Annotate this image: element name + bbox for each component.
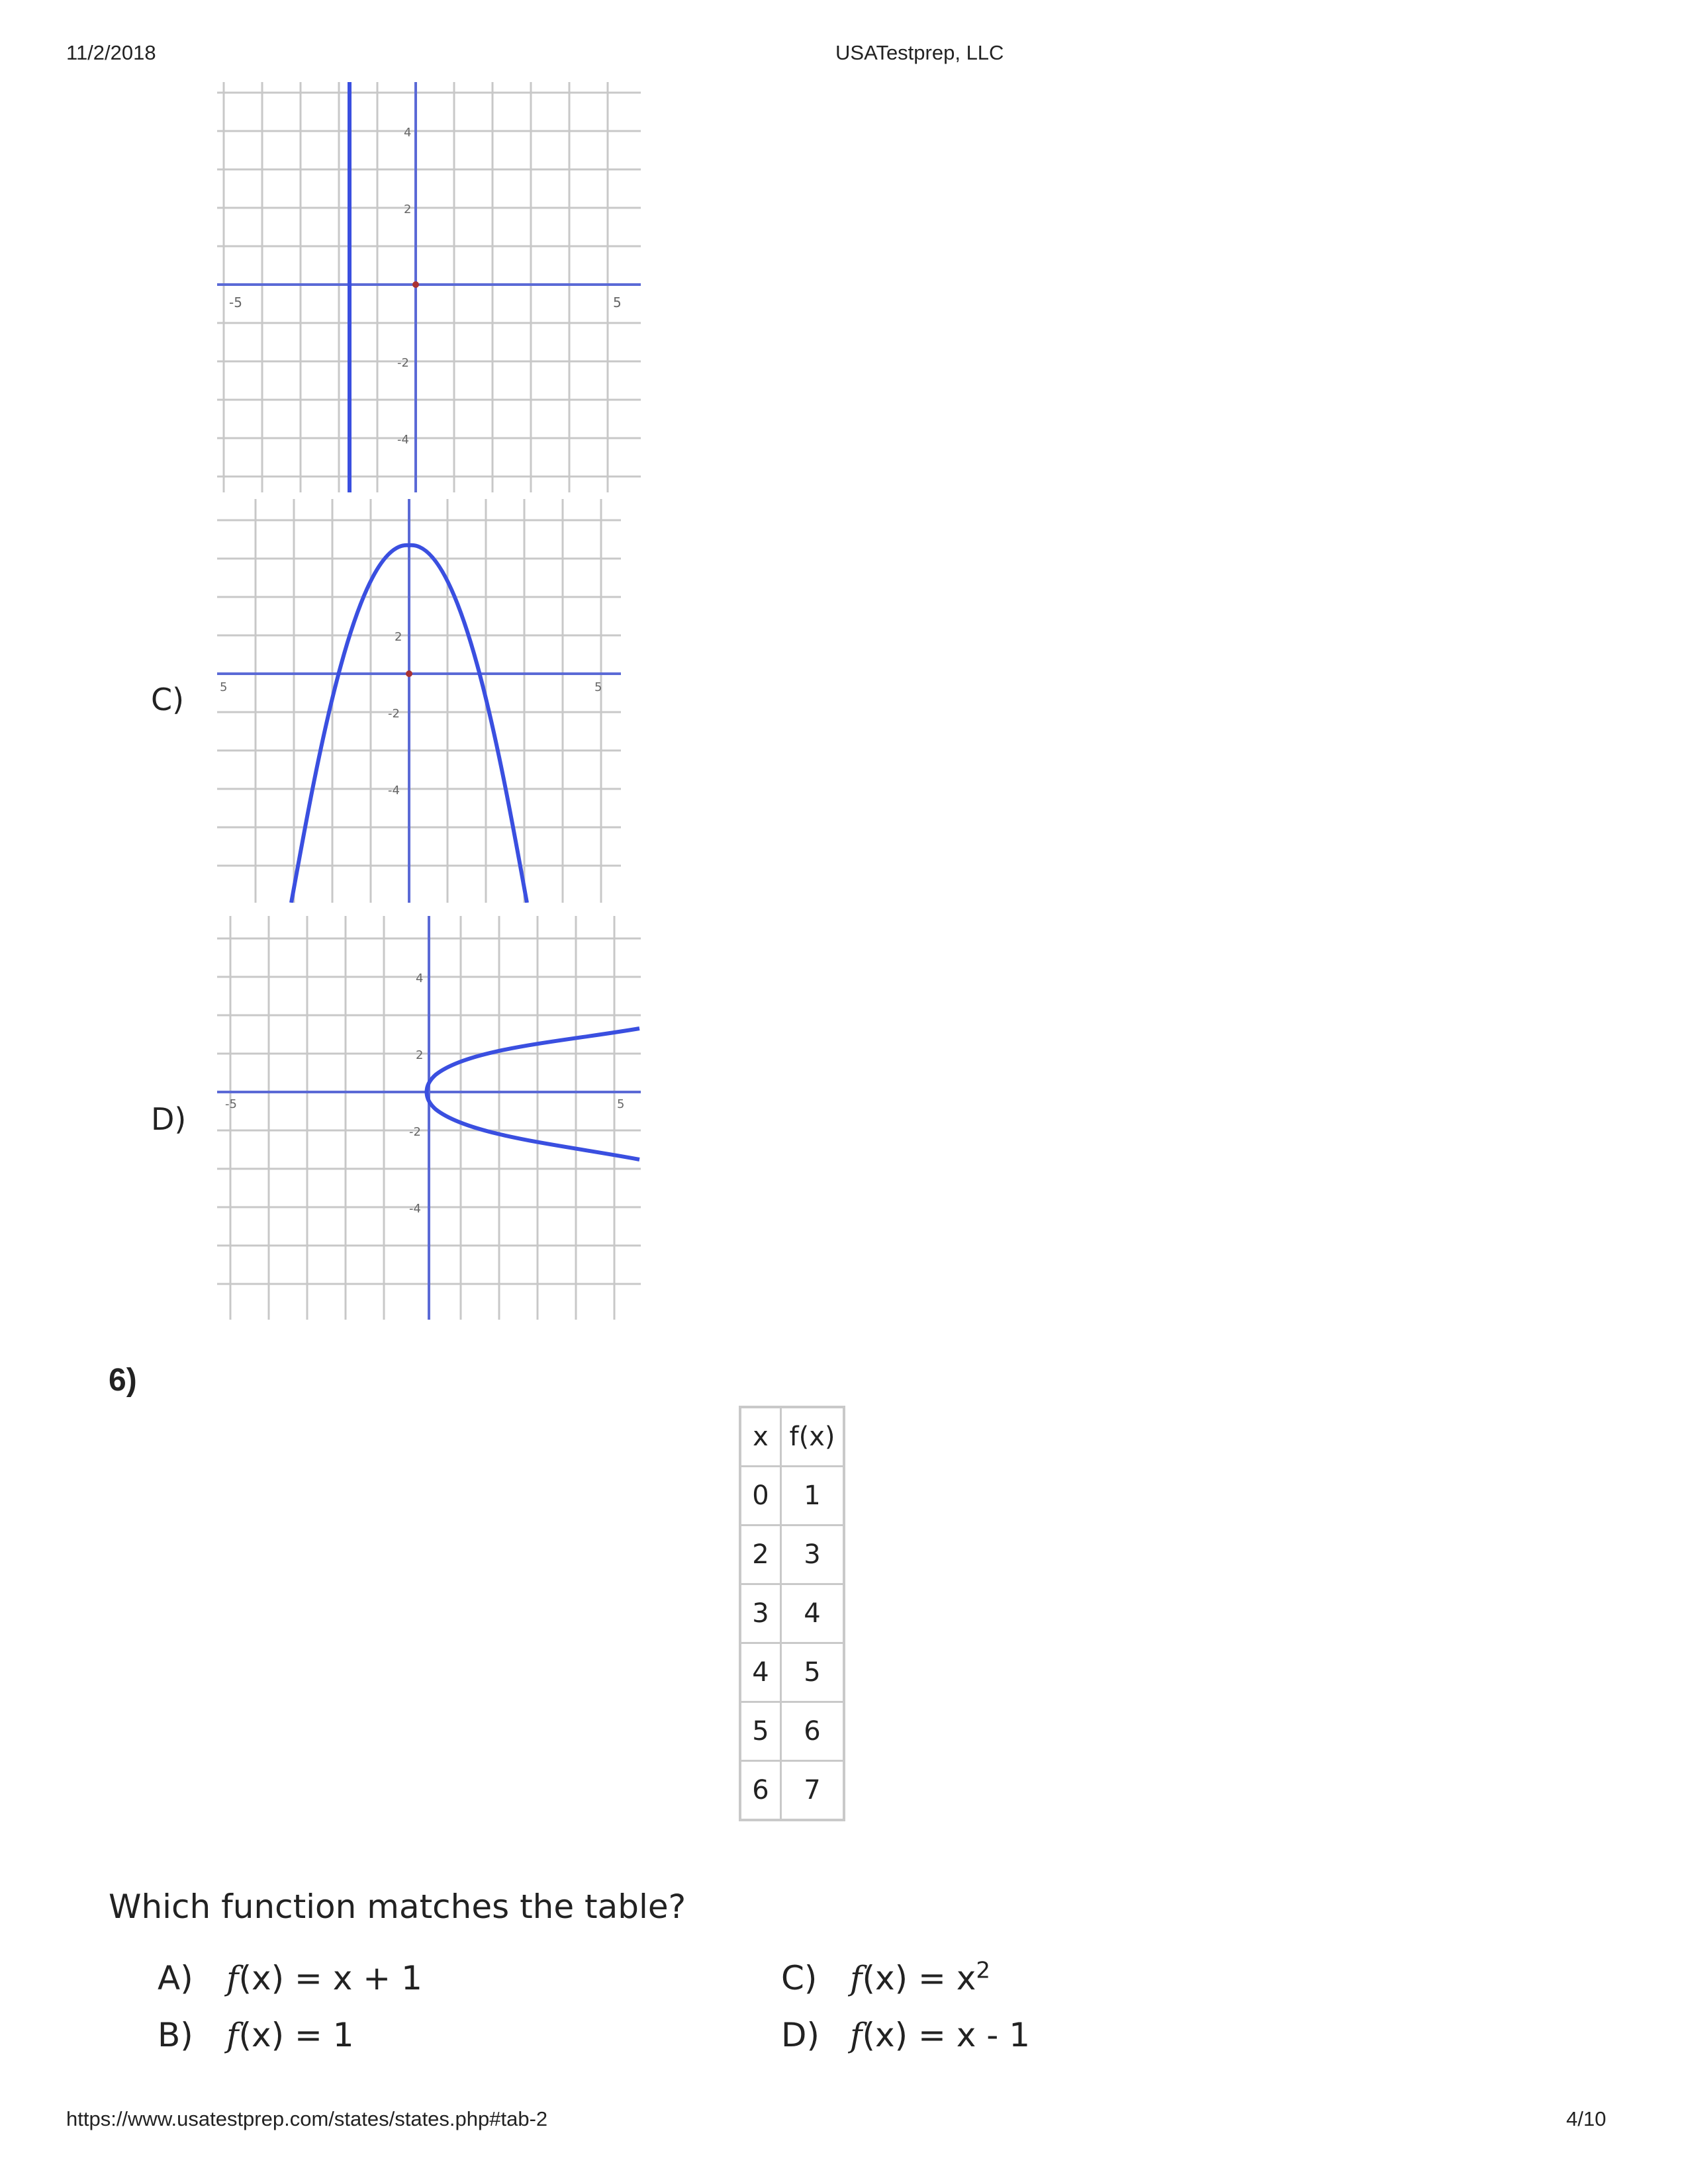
cell-x: 6 [740, 1761, 781, 1821]
choice-letter: B) [158, 2016, 193, 2054]
choice-exponent: 2 [976, 1957, 991, 1984]
cell-x: 3 [740, 1584, 781, 1643]
choice-expression: (x) = x + 1 [238, 1959, 422, 1997]
graph-d-sideways-parabola [217, 916, 641, 1320]
table-row [740, 1702, 844, 1761]
x-max-tick: 5 [613, 295, 622, 310]
graph-c-svg [217, 499, 621, 903]
question-prompt: Which function matches the table? [109, 1888, 686, 1926]
y-tick-4: 4 [416, 972, 424, 985]
y-tick-2: 2 [404, 203, 412, 216]
x-max-tick: 5 [594, 680, 602, 694]
choice-expression: (x) = x [862, 1959, 976, 1997]
choice-letter: C) [781, 1959, 818, 1997]
choice-letter: A) [158, 1959, 193, 1997]
cell-fx: 5 [781, 1643, 845, 1702]
answer-choice-a[interactable] [158, 1959, 422, 1997]
cell-fx: 1 [781, 1467, 845, 1525]
site-title: USATestprep, LLC [835, 41, 1004, 64]
table-row [740, 1761, 844, 1821]
graph-d-svg [217, 916, 641, 1320]
origin-dot [406, 670, 412, 677]
choice-fn: f [226, 2016, 239, 2054]
choice-fn: f [226, 1959, 239, 1997]
x-min-tick: 5 [220, 680, 228, 694]
page-url: https://www.usatestprep.com/states/states.php#tab-2 [66, 2107, 548, 2130]
x-min-tick: -5 [225, 1097, 237, 1111]
graph-vertical-line [217, 82, 641, 492]
choice-fn: f [850, 1959, 863, 1997]
table-row [740, 1467, 844, 1525]
table-row [740, 1643, 844, 1702]
cell-fx: 6 [781, 1702, 845, 1761]
y-tick-neg2: -2 [409, 1125, 421, 1139]
question-number: 6) [109, 1363, 137, 1398]
choice-expression: (x) = x - 1 [862, 2016, 1031, 2054]
y-tick-neg2: -2 [388, 707, 400, 721]
answer-choice-d[interactable] [781, 2016, 1030, 2054]
table-header-row [740, 1407, 844, 1467]
y-tick-neg4: -4 [388, 784, 400, 797]
grid [217, 82, 641, 492]
answer-choice-b[interactable] [158, 2016, 354, 2054]
y-tick-4: 4 [404, 126, 412, 140]
y-tick-neg4: -4 [397, 433, 409, 447]
choice-d-label: D) [151, 1101, 187, 1137]
function-table [739, 1406, 845, 1821]
cell-x: 2 [740, 1525, 781, 1584]
graph-vertical-line-svg [217, 82, 641, 492]
cell-x: 4 [740, 1643, 781, 1702]
cell-x: 5 [740, 1702, 781, 1761]
grid [217, 499, 621, 903]
choice-expression: (x) = 1 [238, 2016, 354, 2054]
header-fx: f(x) [781, 1407, 845, 1467]
y-tick-neg4: -4 [409, 1202, 421, 1216]
cell-fx: 7 [781, 1761, 845, 1821]
choice-c-label: C) [151, 682, 185, 717]
graph-c-parabola [217, 499, 621, 903]
choice-letter: D) [781, 2016, 820, 2054]
origin-dot [412, 281, 419, 288]
sideways-parabola-curve [427, 1028, 640, 1160]
cell-fx: 3 [781, 1525, 845, 1584]
print-date: 11/2/2018 [66, 41, 156, 64]
y-tick-2: 2 [395, 630, 402, 644]
y-tick-neg2: -2 [397, 356, 409, 370]
header-x: x [740, 1407, 781, 1467]
cell-fx: 4 [781, 1584, 845, 1643]
x-max-tick: 5 [617, 1097, 625, 1111]
answer-choice-c[interactable] [781, 1959, 990, 1997]
table-row [740, 1525, 844, 1584]
x-min-tick: -5 [229, 295, 242, 310]
y-tick-2: 2 [416, 1048, 424, 1062]
cell-x: 0 [740, 1467, 781, 1525]
page-number: 4/10 [1566, 2107, 1607, 2130]
choice-fn: f [850, 2016, 863, 2054]
table-row [740, 1584, 844, 1643]
